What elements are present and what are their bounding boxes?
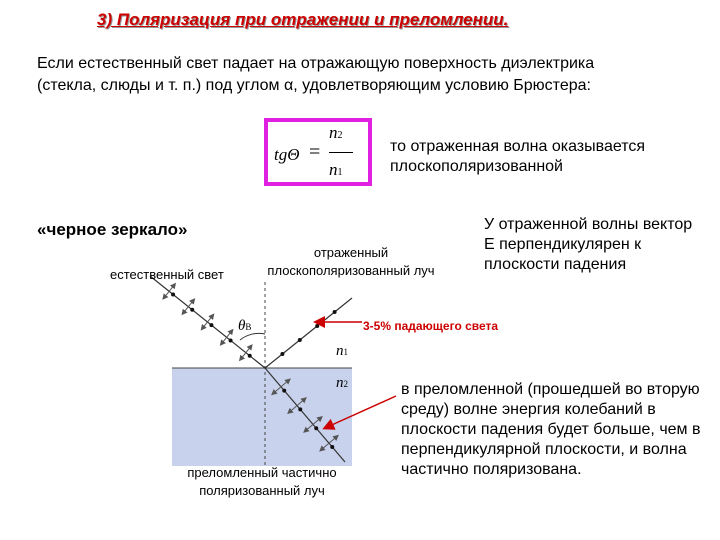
formula-lhs: tgΘ: [274, 145, 300, 164]
n1-label: n1: [336, 343, 348, 359]
n1-sub: 1: [343, 347, 348, 357]
second-medium: [172, 368, 352, 466]
polarization-dot: [282, 389, 286, 393]
refraction-note: в преломленной (прошедшей во вторую среду) волне энергия колебаний в плоскости падения будет больше, чем в перпендикулярной плоскости, и волна частично поляризована.: [401, 381, 701, 478]
polarization-dot: [330, 445, 334, 449]
formula-numerator-sub: 2: [337, 130, 343, 141]
theta-brewster-label: θB: [238, 318, 252, 334]
theta-sub: B: [245, 322, 252, 332]
polarization-dot: [333, 310, 337, 314]
n2-label: n2: [336, 375, 348, 391]
polarization-dot: [171, 292, 175, 296]
formula-equals: =: [309, 141, 321, 163]
reflected-polarized-text: то отраженная волна оказывается плоскополяризованной: [390, 138, 646, 175]
polarization-dot: [280, 352, 284, 356]
n2-sub: 2: [343, 379, 348, 389]
percent-label: 3-5% падающего света: [363, 319, 499, 333]
polarization-dot: [229, 338, 233, 342]
refracted-ray-label: преломленный частично поляризованный луч: [187, 465, 337, 498]
polarization-dot: [315, 324, 319, 328]
polarization-dot: [298, 338, 302, 342]
formula-denominator-sub: 1: [337, 167, 343, 178]
polarization-dot: [209, 323, 213, 327]
polarization-dot: [314, 426, 318, 430]
formula-denominator: n1: [329, 160, 343, 179]
formula-numerator: n2: [329, 123, 343, 142]
reflected-ray-label: отраженный плоскополяризованный луч: [267, 245, 435, 278]
polarization-dot: [190, 308, 194, 312]
perpendicular-note: У отраженной волны вектор Е перпендикулярен к плоскости падения: [484, 216, 693, 273]
polarization-dot: [248, 354, 252, 358]
slide-title: 3) Поляризация при отражении и преломлении.: [97, 10, 509, 29]
natural-light-label: естественный свет: [110, 267, 224, 282]
polarization-dot: [298, 407, 302, 411]
intro-text: Если естественный свет падает на отражающую поверхность диэлектрика (стекла, слюды и т. п.) под углом α, удовлетворяющим условию Брюстера:: [37, 55, 595, 94]
black-mirror-heading: «черное зеркало»: [37, 220, 188, 239]
